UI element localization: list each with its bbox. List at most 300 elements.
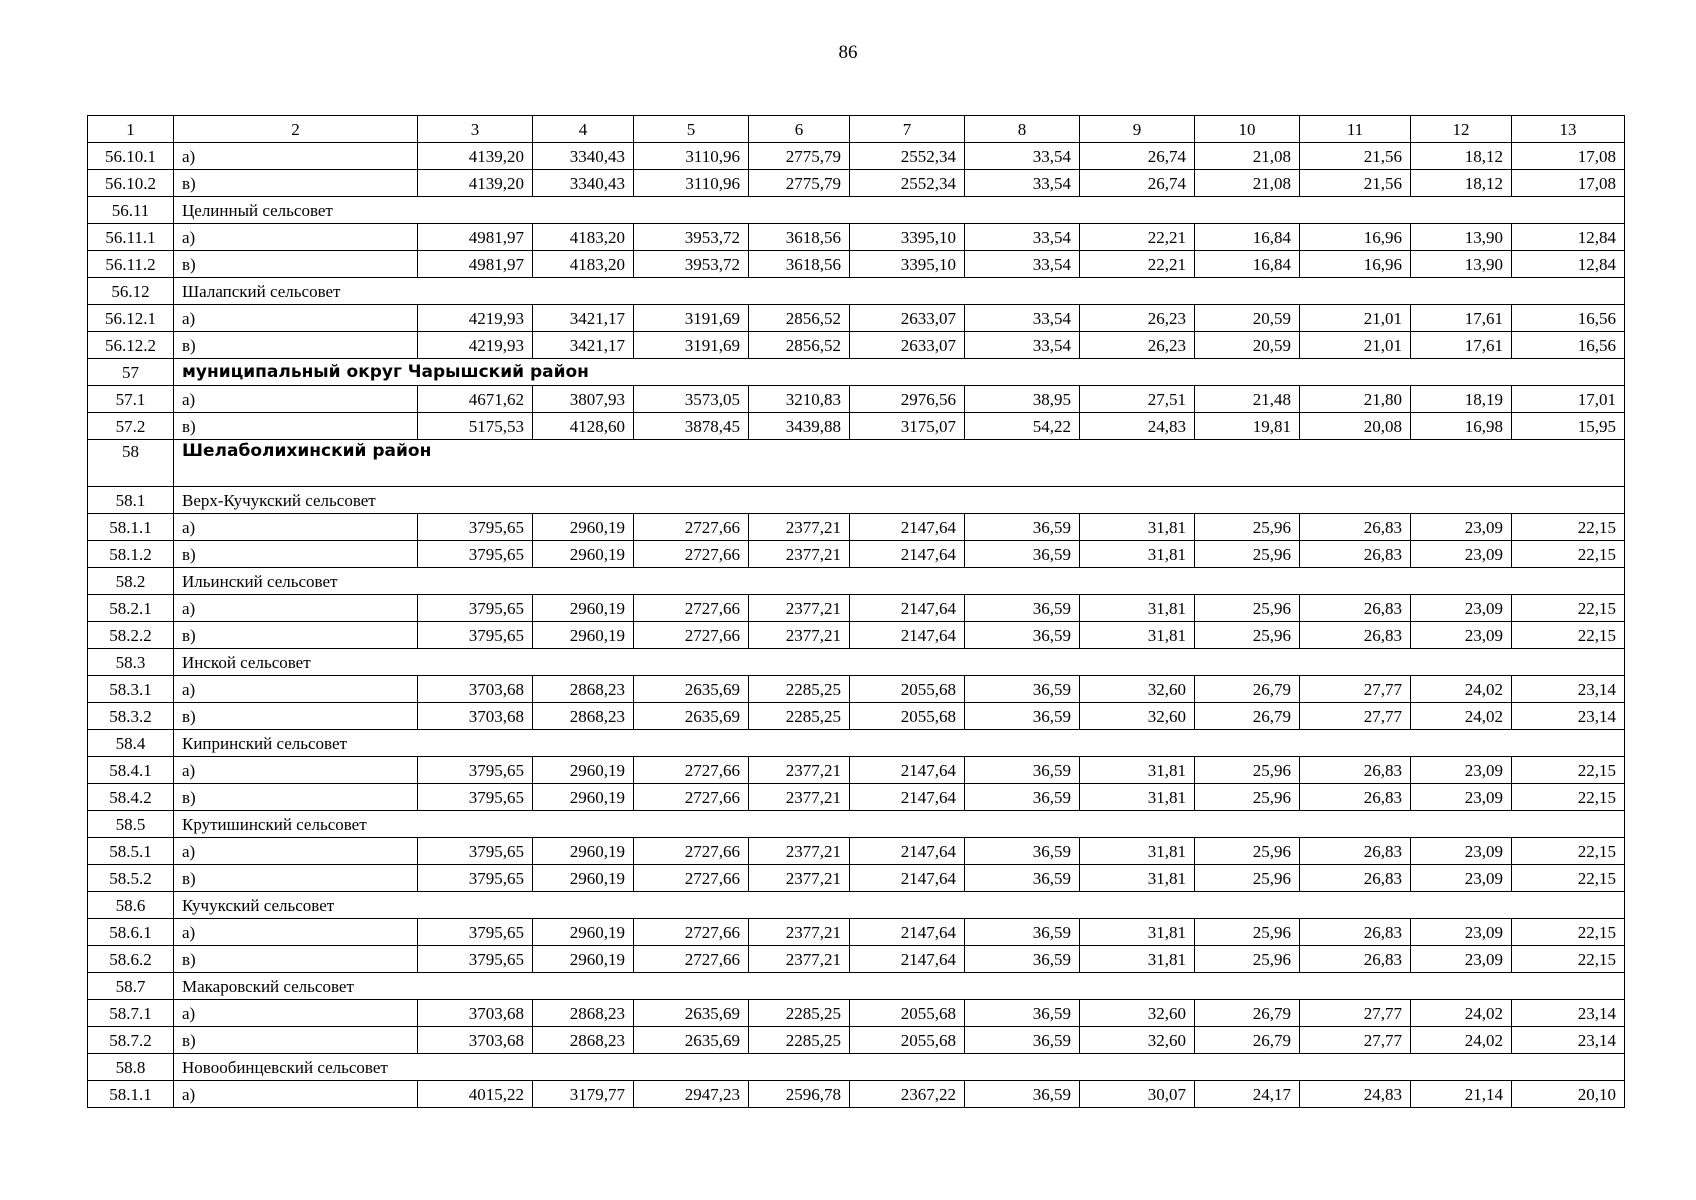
- value-cell-col-8: 36,59: [965, 919, 1080, 946]
- value-cell-col-4: 2868,23: [533, 703, 634, 730]
- value-cell-col-9: 32,60: [1080, 1027, 1195, 1054]
- row-name-cell: в): [174, 703, 418, 730]
- value-cell-col-13: 15,95: [1512, 413, 1625, 440]
- value-cell-col-7: 2147,64: [850, 757, 965, 784]
- value-cell-col-13: 16,56: [1512, 332, 1625, 359]
- section-row: [88, 278, 1625, 305]
- value-cell-col-4: 2960,19: [533, 757, 634, 784]
- row-code-cell: 58.3.1: [88, 676, 174, 703]
- row-code-cell: 58.7: [88, 973, 174, 1000]
- value-cell-col-8: 33,54: [965, 170, 1080, 197]
- row-name-cell: в): [174, 413, 418, 440]
- value-cell-col-7: 2055,68: [850, 1027, 965, 1054]
- table-row: [88, 143, 1625, 170]
- value-cell-col-5: 3573,05: [634, 386, 749, 413]
- value-cell-col-11: 26,83: [1300, 919, 1411, 946]
- value-cell-col-10: 26,79: [1195, 676, 1300, 703]
- table-row: [88, 622, 1625, 649]
- value-cell-col-8: 36,59: [965, 1081, 1080, 1108]
- row-code-cell: 58.1.1: [88, 1081, 174, 1108]
- table-row: [88, 251, 1625, 278]
- value-cell-col-7: 2147,64: [850, 514, 965, 541]
- value-cell-col-9: 26,74: [1080, 170, 1195, 197]
- table-row: [88, 1081, 1625, 1108]
- value-cell-col-4: 2960,19: [533, 595, 634, 622]
- value-cell-col-9: 32,60: [1080, 1000, 1195, 1027]
- value-cell-col-6: 3618,56: [749, 251, 850, 278]
- value-cell-col-11: 21,56: [1300, 143, 1411, 170]
- value-cell-col-13: 22,15: [1512, 514, 1625, 541]
- value-cell-col-8: 33,54: [965, 143, 1080, 170]
- value-cell-col-13: 22,15: [1512, 757, 1625, 784]
- table-row: [88, 784, 1625, 811]
- value-cell-col-12: 17,61: [1411, 305, 1512, 332]
- value-cell-col-6: 2596,78: [749, 1081, 850, 1108]
- value-cell-col-7: 2633,07: [850, 332, 965, 359]
- value-cell-col-9: 31,81: [1080, 919, 1195, 946]
- value-cell-col-13: 22,15: [1512, 919, 1625, 946]
- value-cell-col-3: 4219,93: [418, 332, 533, 359]
- value-cell-col-11: 26,83: [1300, 595, 1411, 622]
- value-cell-col-8: 54,22: [965, 413, 1080, 440]
- value-cell-col-4: 4183,20: [533, 224, 634, 251]
- value-cell-col-5: 3110,96: [634, 170, 749, 197]
- row-code-cell: 58.5.1: [88, 838, 174, 865]
- value-cell-col-13: 23,14: [1512, 676, 1625, 703]
- row-code-cell: 58.7.2: [88, 1027, 174, 1054]
- value-cell-col-7: 2552,34: [850, 170, 965, 197]
- value-cell-col-13: 17,01: [1512, 386, 1625, 413]
- value-cell-col-6: 2285,25: [749, 1027, 850, 1054]
- column-number-5: 5: [634, 116, 749, 143]
- table-row: [88, 224, 1625, 251]
- row-name-cell: а): [174, 838, 418, 865]
- section-row: [88, 892, 1625, 919]
- value-cell-col-3: 3795,65: [418, 838, 533, 865]
- value-cell-col-3: 4015,22: [418, 1081, 533, 1108]
- value-cell-col-6: 2775,79: [749, 170, 850, 197]
- value-cell-col-12: 23,09: [1411, 595, 1512, 622]
- value-cell-col-9: 27,51: [1080, 386, 1195, 413]
- row-code-cell: 58.7.1: [88, 1000, 174, 1027]
- row-code-cell: 58.4: [88, 730, 174, 757]
- column-number-4: 4: [533, 116, 634, 143]
- row-name-cell: Макаровский сельсовет: [174, 973, 1625, 1000]
- value-cell-col-5: 2727,66: [634, 838, 749, 865]
- value-cell-col-9: 31,81: [1080, 514, 1195, 541]
- value-cell-col-4: 2960,19: [533, 622, 634, 649]
- value-cell-col-9: 31,81: [1080, 838, 1195, 865]
- value-cell-col-8: 36,59: [965, 865, 1080, 892]
- value-cell-col-12: 23,09: [1411, 838, 1512, 865]
- value-cell-col-10: 21,08: [1195, 170, 1300, 197]
- value-cell-col-4: 2960,19: [533, 946, 634, 973]
- value-cell-col-8: 36,59: [965, 622, 1080, 649]
- row-name-cell: в): [174, 946, 418, 973]
- value-cell-col-9: 26,23: [1080, 305, 1195, 332]
- value-cell-col-6: 3618,56: [749, 224, 850, 251]
- value-cell-col-13: 17,08: [1512, 143, 1625, 170]
- row-name-cell: в): [174, 541, 418, 568]
- value-cell-col-3: 3795,65: [418, 595, 533, 622]
- value-cell-col-12: 18,12: [1411, 170, 1512, 197]
- value-cell-col-8: 38,95: [965, 386, 1080, 413]
- value-cell-col-9: 32,60: [1080, 703, 1195, 730]
- value-cell-col-13: 12,84: [1512, 224, 1625, 251]
- value-cell-col-13: 12,84: [1512, 251, 1625, 278]
- value-cell-col-6: 3439,88: [749, 413, 850, 440]
- value-cell-col-5: 2727,66: [634, 595, 749, 622]
- value-cell-col-5: 3953,72: [634, 251, 749, 278]
- value-cell-col-4: 3421,17: [533, 332, 634, 359]
- value-cell-col-4: 2960,19: [533, 784, 634, 811]
- row-name-cell: а): [174, 514, 418, 541]
- value-cell-col-13: 22,15: [1512, 784, 1625, 811]
- value-cell-col-12: 13,90: [1411, 224, 1512, 251]
- value-cell-col-6: 2377,21: [749, 946, 850, 973]
- value-cell-col-8: 36,59: [965, 514, 1080, 541]
- row-code-cell: 57.1: [88, 386, 174, 413]
- row-code-cell: 58.1: [88, 487, 174, 514]
- table-row: [88, 676, 1625, 703]
- value-cell-col-5: 2727,66: [634, 946, 749, 973]
- value-cell-col-10: 25,96: [1195, 838, 1300, 865]
- row-code-cell: 58.6: [88, 892, 174, 919]
- value-cell-col-5: 3191,69: [634, 332, 749, 359]
- row-code-cell: 58.2.2: [88, 622, 174, 649]
- value-cell-col-9: 32,60: [1080, 676, 1195, 703]
- value-cell-col-4: 2960,19: [533, 838, 634, 865]
- row-name-cell: Крутишинский сельсовет: [174, 811, 1625, 838]
- value-cell-col-10: 25,96: [1195, 784, 1300, 811]
- row-name-cell: а): [174, 1000, 418, 1027]
- table-row: [88, 595, 1625, 622]
- tariff-table: [87, 115, 1625, 1108]
- value-cell-col-5: 2727,66: [634, 865, 749, 892]
- table-row: [88, 1027, 1625, 1054]
- value-cell-col-3: 3703,68: [418, 676, 533, 703]
- row-code-cell: 56.12.2: [88, 332, 174, 359]
- value-cell-col-10: 25,96: [1195, 757, 1300, 784]
- row-name-cell: а): [174, 224, 418, 251]
- row-name-cell: Кучукский сельсовет: [174, 892, 1625, 919]
- value-cell-col-6: 2377,21: [749, 622, 850, 649]
- column-number-9: 9: [1080, 116, 1195, 143]
- value-cell-col-9: 31,81: [1080, 541, 1195, 568]
- row-name-cell: Ильинский сельсовет: [174, 568, 1625, 595]
- row-code-cell: 56.11: [88, 197, 174, 224]
- table-row: [88, 865, 1625, 892]
- section-row: [88, 649, 1625, 676]
- value-cell-col-6: 2377,21: [749, 919, 850, 946]
- value-cell-col-13: 23,14: [1512, 1027, 1625, 1054]
- value-cell-col-5: 3878,45: [634, 413, 749, 440]
- row-name-cell: Верх-Кучукский сельсовет: [174, 487, 1625, 514]
- value-cell-col-11: 26,83: [1300, 865, 1411, 892]
- value-cell-col-3: 4981,97: [418, 251, 533, 278]
- value-cell-col-13: 22,15: [1512, 946, 1625, 973]
- section-row: [88, 1054, 1625, 1081]
- row-code-cell: 58.1.2: [88, 541, 174, 568]
- value-cell-col-11: 26,83: [1300, 757, 1411, 784]
- row-name-cell: а): [174, 676, 418, 703]
- value-cell-col-3: 3795,65: [418, 865, 533, 892]
- value-cell-col-11: 21,80: [1300, 386, 1411, 413]
- value-cell-col-11: 26,83: [1300, 946, 1411, 973]
- value-cell-col-12: 23,09: [1411, 514, 1512, 541]
- value-cell-col-10: 25,96: [1195, 946, 1300, 973]
- row-code-cell: 57: [88, 359, 174, 386]
- row-code-cell: 58.1.1: [88, 514, 174, 541]
- value-cell-col-7: 2055,68: [850, 676, 965, 703]
- value-cell-col-4: 4183,20: [533, 251, 634, 278]
- value-cell-col-11: 16,96: [1300, 224, 1411, 251]
- value-cell-col-5: 2635,69: [634, 676, 749, 703]
- value-cell-col-10: 26,79: [1195, 1000, 1300, 1027]
- value-cell-col-6: 2377,21: [749, 784, 850, 811]
- row-name-cell: в): [174, 784, 418, 811]
- value-cell-col-10: 26,79: [1195, 703, 1300, 730]
- row-name-cell: а): [174, 757, 418, 784]
- row-name-cell: в): [174, 251, 418, 278]
- value-cell-col-4: 2868,23: [533, 676, 634, 703]
- value-cell-col-5: 3110,96: [634, 143, 749, 170]
- value-cell-col-10: 25,96: [1195, 514, 1300, 541]
- value-cell-col-10: 25,96: [1195, 865, 1300, 892]
- value-cell-col-11: 21,01: [1300, 305, 1411, 332]
- value-cell-col-3: 3703,68: [418, 1027, 533, 1054]
- value-cell-col-4: 3421,17: [533, 305, 634, 332]
- row-name-cell: Новообинцевский сельсовет: [174, 1054, 1625, 1081]
- value-cell-col-5: 2727,66: [634, 514, 749, 541]
- value-cell-col-12: 23,09: [1411, 784, 1512, 811]
- value-cell-col-9: 31,81: [1080, 622, 1195, 649]
- row-name-cell: муниципальный округ Чарышский район: [174, 359, 1625, 386]
- value-cell-col-11: 24,83: [1300, 1081, 1411, 1108]
- value-cell-col-10: 20,59: [1195, 305, 1300, 332]
- value-cell-col-12: 16,98: [1411, 413, 1512, 440]
- row-name-cell: в): [174, 1027, 418, 1054]
- value-cell-col-11: 26,83: [1300, 622, 1411, 649]
- row-code-cell: 58.4.1: [88, 757, 174, 784]
- value-cell-col-10: 16,84: [1195, 251, 1300, 278]
- value-cell-col-10: 20,59: [1195, 332, 1300, 359]
- value-cell-col-9: 22,21: [1080, 224, 1195, 251]
- value-cell-col-7: 2147,64: [850, 919, 965, 946]
- value-cell-col-6: 2285,25: [749, 703, 850, 730]
- table-row: [88, 946, 1625, 973]
- value-cell-col-3: 3795,65: [418, 541, 533, 568]
- row-name-cell: Шалапский сельсовет: [174, 278, 1625, 305]
- value-cell-col-12: 23,09: [1411, 622, 1512, 649]
- value-cell-col-3: 4981,97: [418, 224, 533, 251]
- value-cell-col-8: 36,59: [965, 1027, 1080, 1054]
- value-cell-col-9: 31,81: [1080, 595, 1195, 622]
- value-cell-col-3: 3795,65: [418, 784, 533, 811]
- section-row: [88, 811, 1625, 838]
- value-cell-col-7: 3395,10: [850, 224, 965, 251]
- value-cell-col-12: 23,09: [1411, 757, 1512, 784]
- table-row: [88, 514, 1625, 541]
- value-cell-col-7: 2147,64: [850, 541, 965, 568]
- value-cell-col-13: 17,08: [1512, 170, 1625, 197]
- value-cell-col-6: 2285,25: [749, 676, 850, 703]
- row-code-cell: 58: [88, 440, 174, 487]
- value-cell-col-7: 2147,64: [850, 784, 965, 811]
- row-name-cell: Целинный сельсовет: [174, 197, 1625, 224]
- value-cell-col-8: 33,54: [965, 251, 1080, 278]
- value-cell-col-12: 23,09: [1411, 865, 1512, 892]
- value-cell-col-7: 2147,64: [850, 595, 965, 622]
- value-cell-col-11: 27,77: [1300, 676, 1411, 703]
- value-cell-col-13: 22,15: [1512, 541, 1625, 568]
- value-cell-col-6: 3210,83: [749, 386, 850, 413]
- row-code-cell: 58.5: [88, 811, 174, 838]
- value-cell-col-13: 22,15: [1512, 838, 1625, 865]
- column-number-2: 2: [174, 116, 418, 143]
- value-cell-col-13: 22,15: [1512, 595, 1625, 622]
- value-cell-col-9: 30,07: [1080, 1081, 1195, 1108]
- value-cell-col-12: 21,14: [1411, 1081, 1512, 1108]
- value-cell-col-9: 31,81: [1080, 946, 1195, 973]
- value-cell-col-3: 3795,65: [418, 946, 533, 973]
- row-name-cell: а): [174, 595, 418, 622]
- value-cell-col-9: 31,81: [1080, 784, 1195, 811]
- value-cell-col-5: 2947,23: [634, 1081, 749, 1108]
- value-cell-col-8: 33,54: [965, 224, 1080, 251]
- value-cell-col-3: 3795,65: [418, 919, 533, 946]
- value-cell-col-11: 27,77: [1300, 1027, 1411, 1054]
- row-name-cell: в): [174, 622, 418, 649]
- value-cell-col-9: 31,81: [1080, 757, 1195, 784]
- value-cell-col-12: 23,09: [1411, 919, 1512, 946]
- value-cell-col-11: 21,01: [1300, 332, 1411, 359]
- value-cell-col-7: 2055,68: [850, 1000, 965, 1027]
- value-cell-col-4: 3340,43: [533, 143, 634, 170]
- value-cell-col-5: 2727,66: [634, 784, 749, 811]
- value-cell-col-6: 2377,21: [749, 865, 850, 892]
- value-cell-col-3: 4671,62: [418, 386, 533, 413]
- value-cell-col-10: 26,79: [1195, 1027, 1300, 1054]
- column-number-3: 3: [418, 116, 533, 143]
- value-cell-col-12: 18,12: [1411, 143, 1512, 170]
- value-cell-col-8: 33,54: [965, 305, 1080, 332]
- value-cell-col-6: 2377,21: [749, 757, 850, 784]
- value-cell-col-7: 2147,64: [850, 865, 965, 892]
- section-row: [88, 487, 1625, 514]
- value-cell-col-6: 2377,21: [749, 514, 850, 541]
- value-cell-col-11: 20,08: [1300, 413, 1411, 440]
- table-row: [88, 541, 1625, 568]
- row-name-cell: Инской сельсовет: [174, 649, 1625, 676]
- column-number-row: [88, 116, 1625, 143]
- row-code-cell: 56.10.1: [88, 143, 174, 170]
- value-cell-col-4: 2960,19: [533, 514, 634, 541]
- table-row: [88, 1000, 1625, 1027]
- value-cell-col-5: 2727,66: [634, 622, 749, 649]
- value-cell-col-7: 3175,07: [850, 413, 965, 440]
- row-code-cell: 58.6.1: [88, 919, 174, 946]
- value-cell-col-8: 36,59: [965, 541, 1080, 568]
- value-cell-col-12: 24,02: [1411, 1000, 1512, 1027]
- row-code-cell: 57.2: [88, 413, 174, 440]
- row-name-cell: в): [174, 332, 418, 359]
- value-cell-col-3: 3703,68: [418, 1000, 533, 1027]
- value-cell-col-12: 23,09: [1411, 946, 1512, 973]
- value-cell-col-13: 16,56: [1512, 305, 1625, 332]
- section-row: [88, 730, 1625, 757]
- value-cell-col-12: 17,61: [1411, 332, 1512, 359]
- section-row: [88, 973, 1625, 1000]
- value-cell-col-10: 16,84: [1195, 224, 1300, 251]
- row-code-cell: 58.8: [88, 1054, 174, 1081]
- table-row: [88, 413, 1625, 440]
- value-cell-col-7: 3395,10: [850, 251, 965, 278]
- value-cell-col-5: 2727,66: [634, 757, 749, 784]
- row-code-cell: 58.2: [88, 568, 174, 595]
- value-cell-col-3: 4139,20: [418, 143, 533, 170]
- value-cell-col-7: 2147,64: [850, 838, 965, 865]
- value-cell-col-3: 3795,65: [418, 757, 533, 784]
- value-cell-col-10: 21,08: [1195, 143, 1300, 170]
- value-cell-col-6: 2285,25: [749, 1000, 850, 1027]
- row-code-cell: 58.2.1: [88, 595, 174, 622]
- value-cell-col-4: 2960,19: [533, 919, 634, 946]
- row-name-cell: а): [174, 1081, 418, 1108]
- table-row: [88, 332, 1625, 359]
- table-body: [88, 116, 1625, 1108]
- value-cell-col-12: 24,02: [1411, 676, 1512, 703]
- value-cell-col-10: 25,96: [1195, 622, 1300, 649]
- value-cell-col-9: 31,81: [1080, 865, 1195, 892]
- value-cell-col-7: 2147,64: [850, 946, 965, 973]
- value-cell-col-8: 33,54: [965, 332, 1080, 359]
- row-name-cell: а): [174, 919, 418, 946]
- value-cell-col-13: 22,15: [1512, 622, 1625, 649]
- column-number-8: 8: [965, 116, 1080, 143]
- value-cell-col-11: 21,56: [1300, 170, 1411, 197]
- value-cell-col-10: 25,96: [1195, 541, 1300, 568]
- value-cell-col-6: 2377,21: [749, 595, 850, 622]
- row-code-cell: 56.12: [88, 278, 174, 305]
- value-cell-col-10: 25,96: [1195, 595, 1300, 622]
- table-row: [88, 757, 1625, 784]
- row-code-cell: 56.10.2: [88, 170, 174, 197]
- value-cell-col-7: 2552,34: [850, 143, 965, 170]
- value-cell-col-12: 13,90: [1411, 251, 1512, 278]
- value-cell-col-5: 2635,69: [634, 1027, 749, 1054]
- value-cell-col-11: 27,77: [1300, 1000, 1411, 1027]
- value-cell-col-7: 2147,64: [850, 622, 965, 649]
- value-cell-col-13: 23,14: [1512, 1000, 1625, 1027]
- value-cell-col-8: 36,59: [965, 595, 1080, 622]
- value-cell-col-11: 26,83: [1300, 784, 1411, 811]
- value-cell-col-9: 26,23: [1080, 332, 1195, 359]
- value-cell-col-4: 2960,19: [533, 865, 634, 892]
- row-code-cell: 58.4.2: [88, 784, 174, 811]
- value-cell-col-8: 36,59: [965, 703, 1080, 730]
- row-code-cell: 56.11.2: [88, 251, 174, 278]
- value-cell-col-11: 16,96: [1300, 251, 1411, 278]
- row-code-cell: 56.11.1: [88, 224, 174, 251]
- value-cell-col-6: 2856,52: [749, 305, 850, 332]
- value-cell-col-11: 26,83: [1300, 514, 1411, 541]
- value-cell-col-3: 3795,65: [418, 514, 533, 541]
- value-cell-col-13: 20,10: [1512, 1081, 1625, 1108]
- table-row: [88, 703, 1625, 730]
- value-cell-col-5: 3191,69: [634, 305, 749, 332]
- value-cell-col-11: 27,77: [1300, 703, 1411, 730]
